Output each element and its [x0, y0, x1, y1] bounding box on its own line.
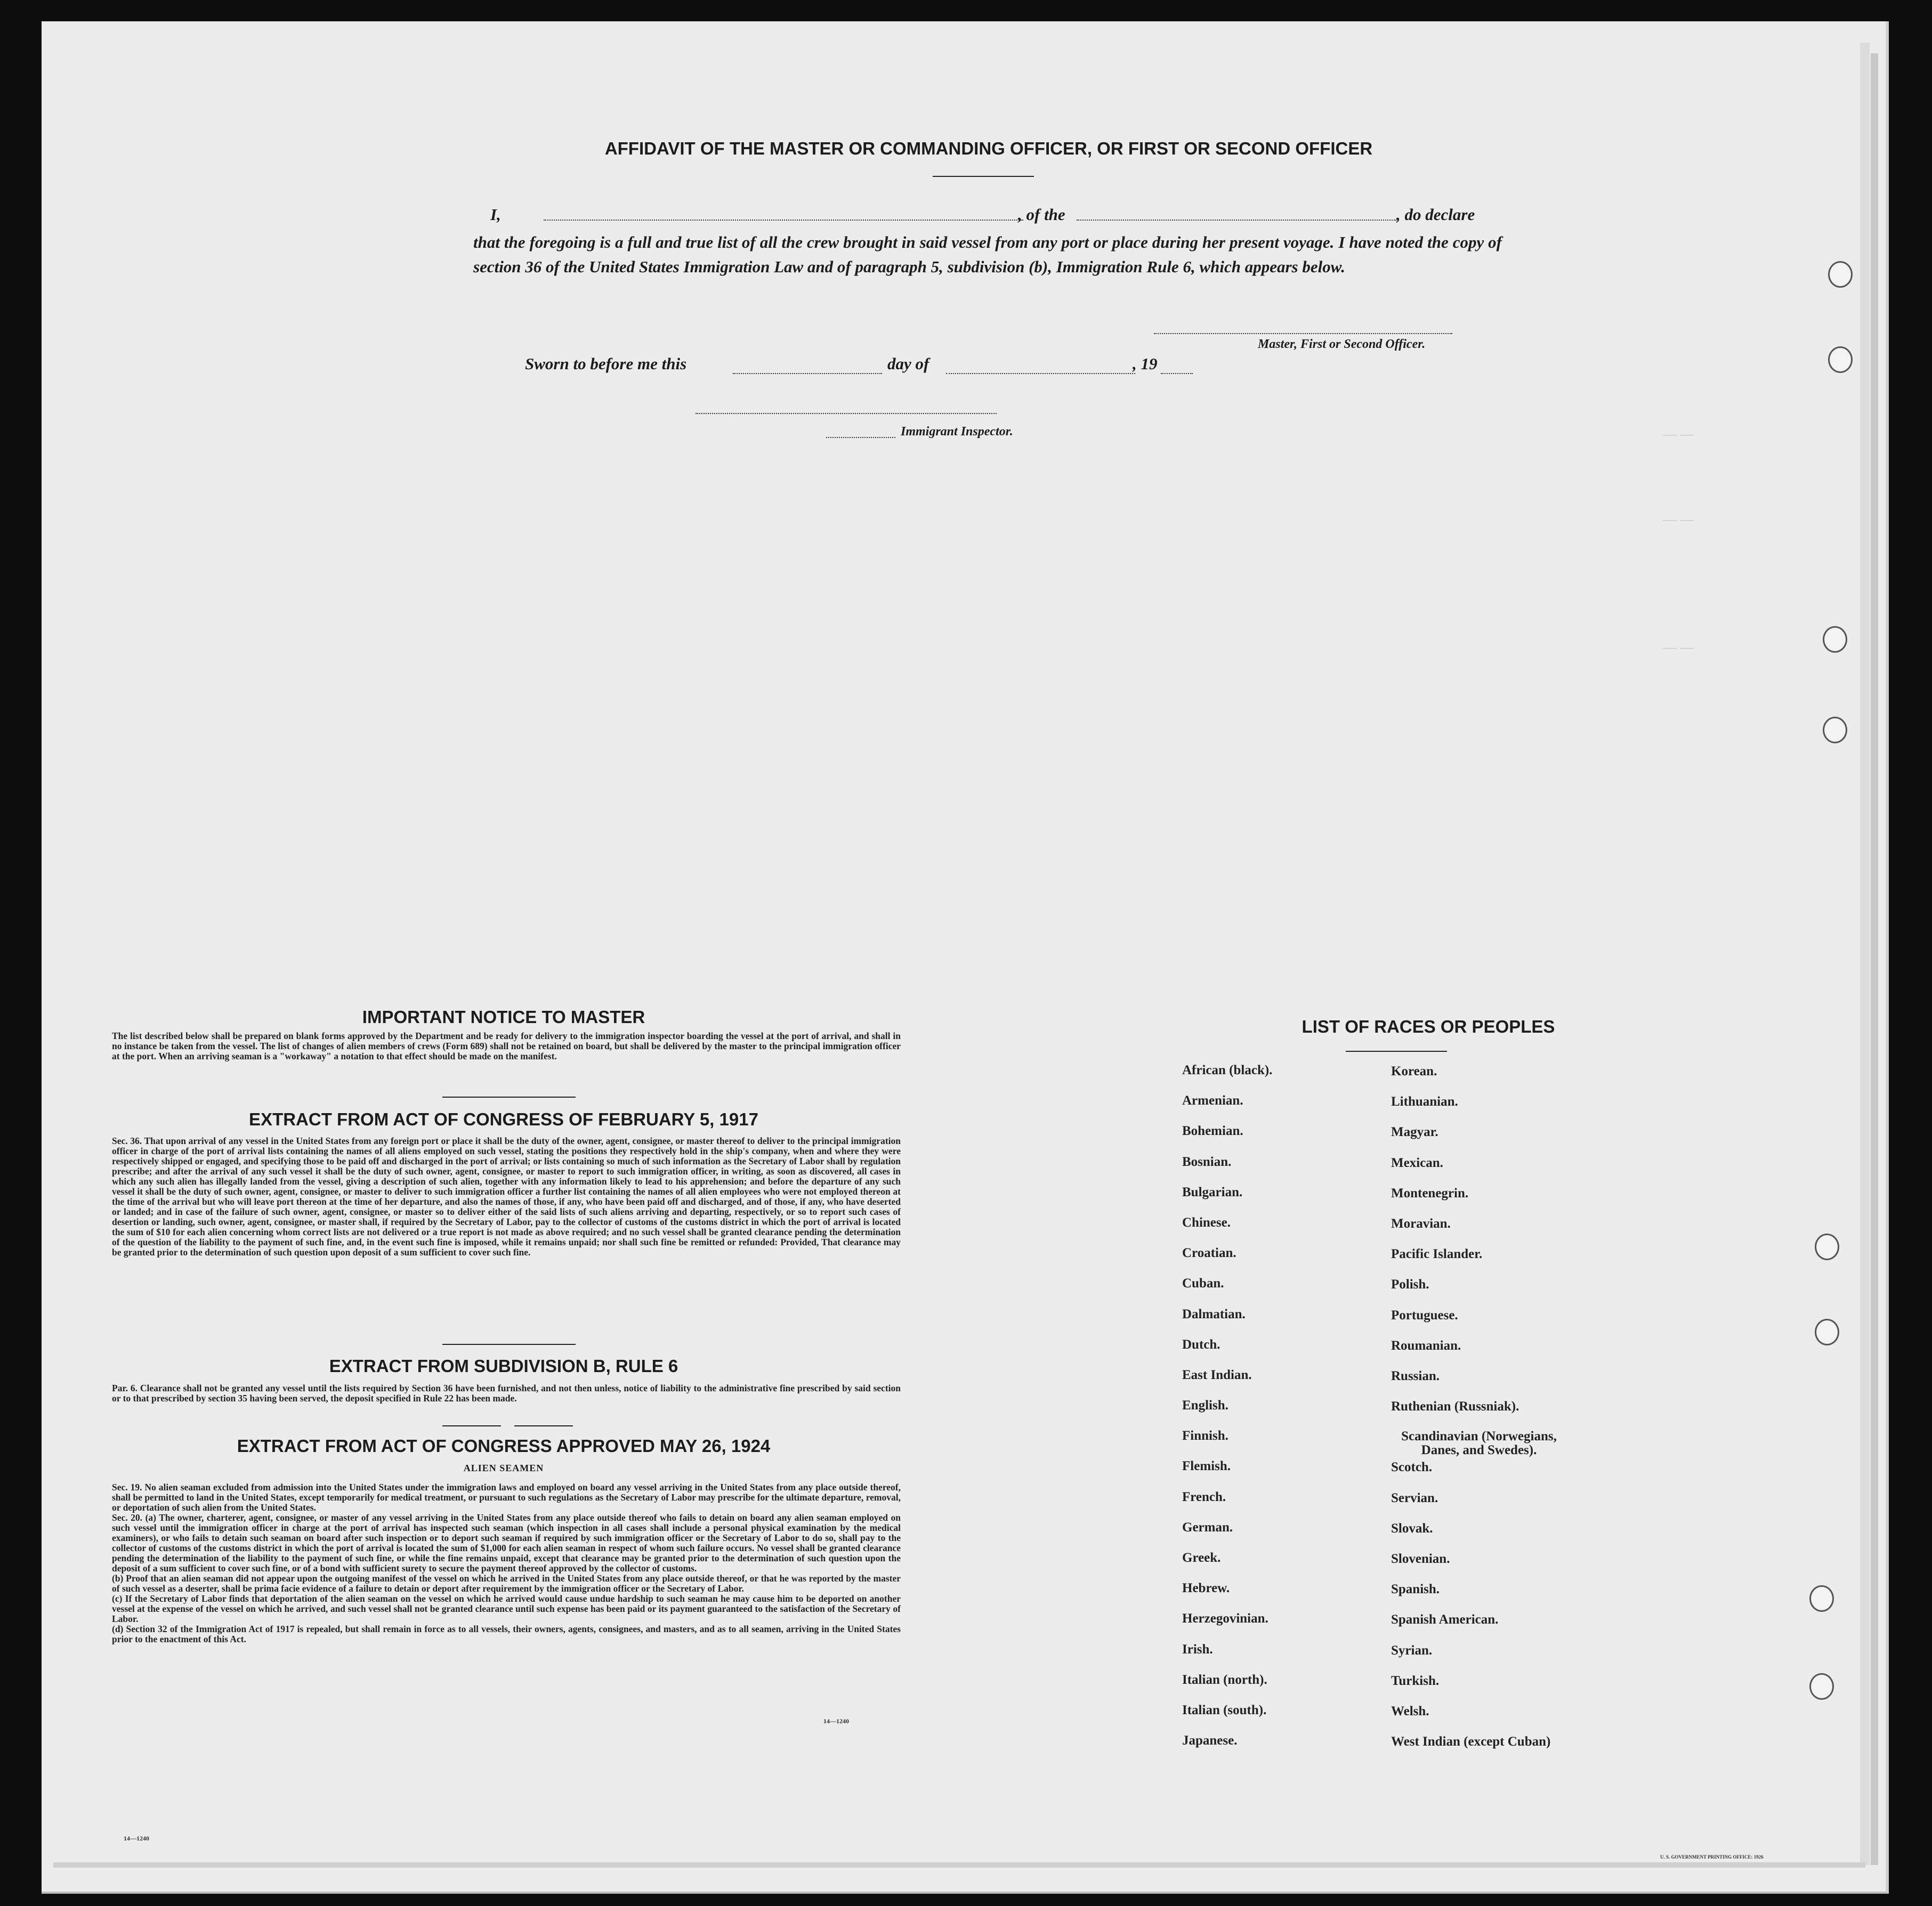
race-item: Finnish.: [1182, 1429, 1228, 1443]
race-item: Pacific Islander.: [1391, 1247, 1483, 1262]
race-item: Armenian.: [1182, 1093, 1243, 1108]
race-item: Herzegovinian.: [1182, 1611, 1268, 1626]
race-item: English.: [1182, 1398, 1228, 1413]
affidavit-do-declare: , do declare: [1396, 205, 1475, 224]
binder-hole-icon: [1815, 1234, 1839, 1260]
title-rule: [1346, 1051, 1447, 1052]
race-item: Syrian.: [1391, 1643, 1433, 1658]
inspector-label: Immigrant Inspector.: [901, 425, 1013, 439]
extract-1917-text: Sec. 36. That upon arrival of any vessel in the United States from any foreign port or place it shall be the duty of the owner, agent, consignee, or master thereof to deliver to the principal immigration officer in charge of the port of arrival lists containing the names of all aliens employed on such vessel, stating the positions they respectively hold in the ship's company, when and where they were respectively shipped or engaged, and specifying those to be paid off and discharged in the port of arrival; or lists containing so much of such information as the Secretary of Labor shall by regulation prescribe; and after the arrival of any such vessel it shall be the duty of such owner, agent, consignee, or master to report to such immigration officer, in writing, as soon as discovered, all cases in which any such alien has illegally landed from the vessel, giving a description of such alien, together with any information likely to lead to his apprehension; and before the departure of any such vessel it shall be the duty of such owner, agent, consignee, or master to deliver to such immigration officer a further list containing the names of all alien employees who were not employed thereon at the time of the arrival but who will leave port thereon at the time of her departure, and also the names of those, if any, who have been paid off and discharged, and of those, if any, who have deserted or landed; and in case of the failure of such owner, agent, consignee, or master so to deliver either of the said lists of such aliens arriving and departing, respectively, or so to report such cases of desertion or landing, such owner, agent, consignee, or master shall, if required by the Secretary of Labor, pay to the collector of customs of the customs district in which the port of arrival is located the sum of $10 for each alien concerning whom correct lists are not delivered or a true report is not made as above required; and no such vessel shall be granted clearance pending the determination of the question of the liability to the payment of such fine, and, in the event such fine is imposed, while it remains unpaid; nor shall such fine be remitted or refunded: Provided, That clearance may be granted prior to the determination of such question upon deposit of a sum sufficient to cover such fine.: [112, 1136, 901, 1258]
affidavit-of-the: , of the: [1018, 205, 1065, 224]
race-item: German.: [1182, 1520, 1233, 1535]
race-item: Cuban.: [1182, 1276, 1224, 1291]
extract-1924-text: Sec. 19. No alien seaman excluded from admission into the United States under the immigration laws and employed on board any vessel arriving in the United States from any place outside thereof, shall be permitted to land in the United States, except temporarily for medical treatment, or pursuant to such regulations as the Secretary of Labor may prescribe for the ultimate departure, removal, or deportation of such alien from the United States. Sec. 20. (a) The owner, charterer, agent, consignee, or master of any vessel arriving in the United States from any place outside thereof who fails to detain on board any alien seaman employed on such vessel until the immigration officer in charge at the port of arrival has inspected such seaman (which inspection in all cases shall include a personal physical examination by the medical examiners), or who fails to detain such seaman on board after such inspection or to deport such seaman if required by such immigration officer or the Secretary of Labor to do so, shall pay to the collector of customs of the customs district in which the port of arrival is located the sum of $1,000 for each alien seaman in respect of whom such failure occurs. No vessel shall be granted clearance pending the determination of the liability to the payment of such fine, or while the fine remains unpaid, except that clearance may be granted prior to the determination of such question upon the deposit of a sum sufficient to cover such fine, or of a bond with sufficient surety to secure the payment thereof approved by the collector of customs. (b) Proof that an alien seaman did not appear upon the outgoing manifest of the vessel on which he arrived in the United States from any place outside thereof, or that he was reported by the master of such vessel as a deserter, shall be prima facie evidence of a failure to detain or deport after requirement by the immigration officer or the Secretary of Labor. (c) If the Secretary of Labor finds that deportation of the alien seaman on the vessel on which he arrived would cause undue hardship to such seaman he may cause him to be deported on another vessel at the expense of the vessel on which he arrived, and such vessel shall not be granted clearance until such expense has been paid or its payment guaranteed to the satisfaction of the Secretary of Labor. (d) Section 32 of the Immigration Act of 1917 is repealed, but shall remain in force as to all vessels, their owners, agents, consignees, and masters, and as to all seamen, arriving in the United States prior to the enactment of this Act.: [112, 1482, 901, 1644]
races-left-column: [1182, 1063, 1272, 1764]
day-of-label: day of: [887, 354, 929, 373]
race-item: Dalmatian.: [1182, 1307, 1246, 1321]
sworn-label: Sworn to before me this: [525, 354, 687, 373]
binder-hole-icon: [1823, 717, 1847, 743]
race-item: Polish.: [1391, 1277, 1429, 1292]
race-item: Mexican.: [1391, 1155, 1443, 1170]
section-rule: [442, 1425, 501, 1426]
race-item: Italian (north).: [1182, 1672, 1267, 1687]
name-line[interactable]: [544, 220, 1023, 221]
race-item: Magyar.: [1391, 1125, 1438, 1140]
extract-1924-title: EXTRACT FROM ACT OF CONGRESS APPROVED MAY 26, 1924: [237, 1436, 771, 1456]
section-rule: [442, 1344, 576, 1345]
race-item: Moravian.: [1391, 1216, 1451, 1231]
printing-office-note: U. S. GOVERNMENT PRINTING OFFICE: 1926: [1660, 1854, 1764, 1860]
affidavit-i: I,: [490, 205, 501, 224]
binder-hole-icon: [1828, 261, 1853, 288]
vessel-line[interactable]: [1077, 220, 1396, 221]
sheet-edge: [1871, 53, 1878, 1865]
bleed-through-mark: — —: [1663, 639, 1694, 655]
race-item: Flemish.: [1182, 1459, 1231, 1474]
race-item: Portuguese.: [1391, 1308, 1458, 1323]
section-rule: [514, 1425, 573, 1426]
race-item: Spanish.: [1391, 1582, 1440, 1597]
binder-hole-icon: [1828, 346, 1853, 373]
race-item: Greek.: [1182, 1551, 1221, 1565]
sworn-year-line[interactable]: [1161, 373, 1193, 374]
race-item: French.: [1182, 1489, 1226, 1504]
race-item: Croatian.: [1182, 1246, 1236, 1261]
race-item: West Indian (except Cuban): [1391, 1734, 1551, 1749]
race-item: Italian (south).: [1182, 1702, 1267, 1717]
race-item: Bulgarian.: [1182, 1185, 1243, 1199]
race-item: Scotch.: [1391, 1460, 1433, 1475]
affidavit-body: that the foregoing is a full and true list of all the crew brought in said vessel from any port or place during her present voyage. I have noted the copy of section 36 of the United States Immigration Law and of paragraph 5, subdivision (b), Immigration Rule 6, which appears below.: [473, 233, 1502, 276]
binder-hole-icon: [1809, 1585, 1834, 1612]
race-item: Roumanian.: [1391, 1338, 1461, 1353]
race-item: Bosnian.: [1182, 1154, 1232, 1169]
race-item: African (black).: [1182, 1063, 1273, 1077]
inspector-signature-line[interactable]: [696, 413, 997, 414]
binder-hole-icon: [1809, 1673, 1834, 1700]
subdivision-text: Par. 6. Clearance shall not be granted any vessel until the lists required by Section 36 have been furnished, and not then unless, notice of liability to the administrative fine prescribed by said section or to that prescribed by section 35 having been served, the deposit specified in Rule 22 has been made.: [112, 1383, 901, 1404]
race-item: Montenegrin.: [1391, 1186, 1469, 1201]
race-item: Dutch.: [1182, 1337, 1220, 1352]
race-item: Irish.: [1182, 1642, 1213, 1657]
races-title: LIST OF RACES OR PEOPLES: [1302, 1017, 1555, 1036]
race-item: Turkish.: [1391, 1673, 1440, 1688]
race-item: Slovak.: [1391, 1521, 1433, 1536]
race-item: Welsh.: [1391, 1704, 1429, 1718]
race-item: Slovenian.: [1391, 1552, 1450, 1566]
sheet-edge: [1860, 43, 1870, 1865]
binder-hole-icon: [1823, 626, 1847, 653]
race-item: Lithuanian.: [1391, 1094, 1458, 1109]
race-item: East Indian.: [1182, 1367, 1252, 1382]
subdivision-title: EXTRACT FROM SUBDIVISION B, RULE 6: [329, 1356, 678, 1376]
signature-line[interactable]: [1154, 333, 1452, 334]
race-item: Korean.: [1391, 1064, 1437, 1078]
race-item: Servian.: [1391, 1490, 1438, 1505]
sheet-edge: [53, 1862, 1865, 1868]
races-right-column: [1391, 1064, 1567, 1765]
bleed-through-mark: — —: [1663, 512, 1694, 527]
footer-form-number: 14—1240: [124, 1835, 149, 1842]
inspector-lead-line: [826, 437, 895, 438]
signer-label: Master, First or Second Officer.: [1258, 337, 1426, 351]
extract-1917-title: EXTRACT FROM ACT OF CONGRESS OF FEBRUARY 5, 1917: [249, 1109, 758, 1129]
form-number: 14—1240: [823, 1717, 849, 1725]
section-rule: [442, 1097, 576, 1098]
binder-hole-icon: [1815, 1319, 1839, 1345]
notice-text: The list described below shall be prepared on blank forms approved by the Department and be ready for delivery to the immigration inspector boarding the vessel at the port of arrival, and shall in no instance be taken from the vessel. The list of changes of alien members of crews (Form 689) shall not be retained on board, but shall be delivered by the master to the principal immigration officer at the port. When an arriving seaman is a "workaway" a notation to that effect should be made on the manifest.: [112, 1031, 901, 1061]
bleed-through-mark: — —: [1663, 426, 1694, 442]
affidavit-title: AFFIDAVIT OF THE MASTER OR COMMANDING OFFICER, OR FIRST OR SECOND OFFICER: [604, 139, 1373, 158]
race-item: Ruthenian (Russniak).: [1391, 1399, 1519, 1414]
alien-seamen-heading: ALIEN SEAMEN: [463, 1463, 544, 1473]
sworn-month-line[interactable]: [946, 373, 1135, 374]
notice-title: IMPORTANT NOTICE TO MASTER: [362, 1007, 645, 1027]
sworn-day-line[interactable]: [733, 373, 882, 374]
race-item: Hebrew.: [1182, 1581, 1230, 1596]
race-item: Bohemian.: [1182, 1124, 1243, 1139]
race-item: Chinese.: [1182, 1215, 1231, 1230]
title-rule: [933, 176, 1034, 177]
race-item: Russian.: [1391, 1368, 1440, 1383]
race-item: Spanish American.: [1391, 1612, 1499, 1627]
race-item: Scandinavian (Norwegians, Danes, and Swedes).: [1401, 1429, 1557, 1458]
year-prefix: , 19: [1133, 354, 1158, 373]
race-item: Japanese.: [1182, 1733, 1238, 1748]
